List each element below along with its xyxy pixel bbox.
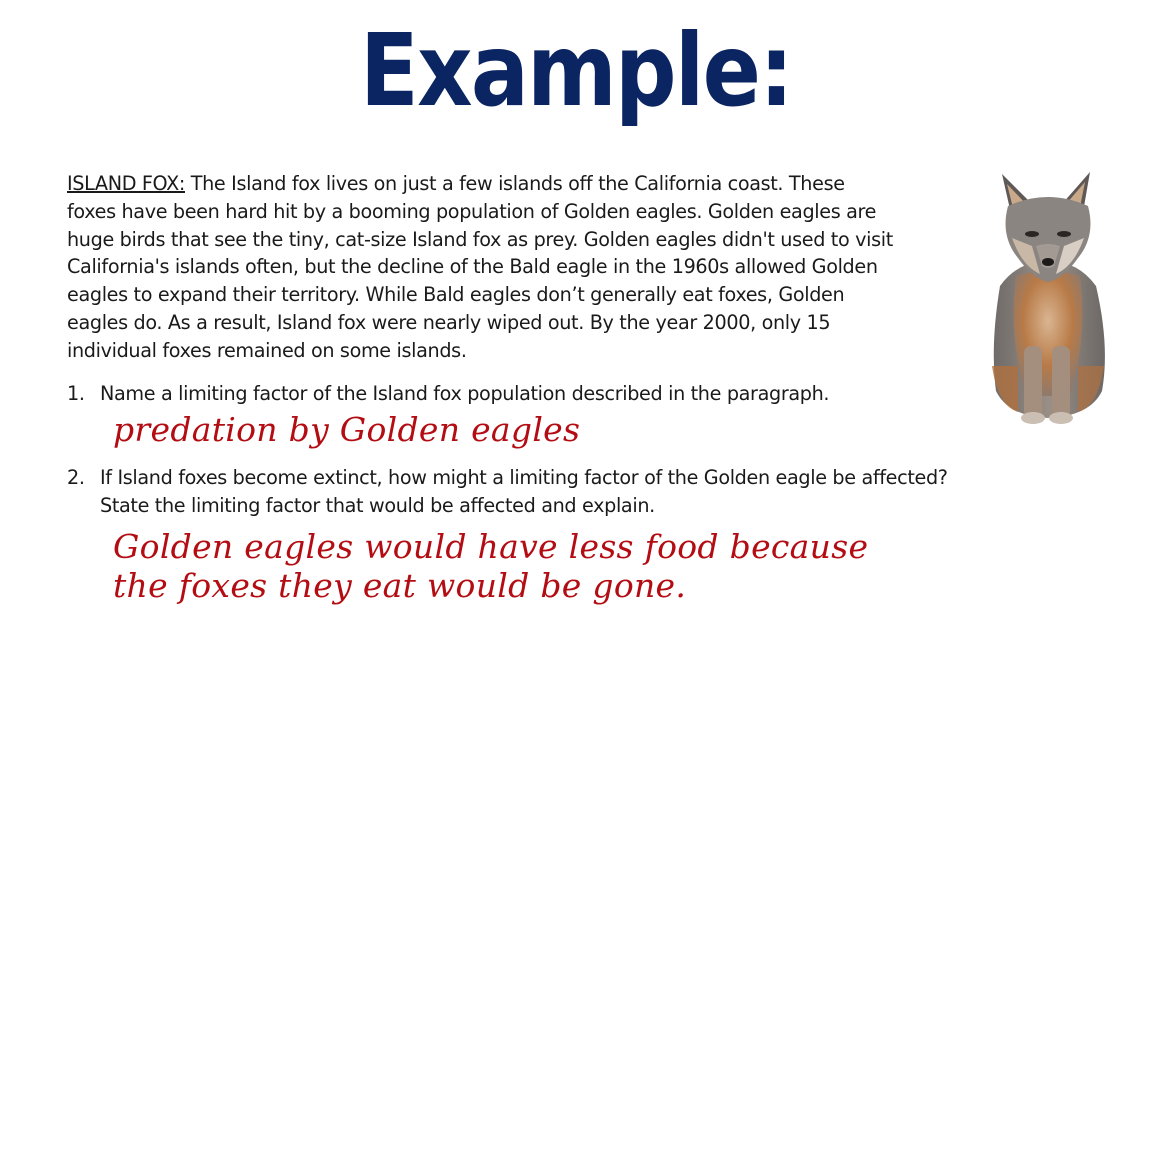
question-text: If Island foxes become extinct, how might a limiting factor of the Golden eagle be affected? [100, 466, 948, 489]
question-number: 2. [67, 466, 85, 489]
passage-lead-label: ISLAND FOX: [67, 172, 185, 195]
passage-text: The Island fox lives on just a few islands off the California coast. These [185, 172, 845, 195]
island-fox-image [978, 166, 1118, 428]
answer-2-line-2: the foxes they eat would be gone. [113, 566, 687, 605]
answer-1: predation by Golden eagles [113, 410, 581, 449]
question-text: Name a limiting factor of the Island fox population described in the paragraph. [100, 382, 830, 405]
question-1 [67, 380, 829, 408]
fox-illustration-icon [978, 166, 1118, 428]
passage-line: individual foxes remained on some islands. [67, 338, 467, 362]
passage-line: foxes have been hard hit by a booming population of Golden eagles. Golden eagles are [67, 199, 877, 223]
document-body [67, 170, 967, 605]
passage-line: eagles do. As a result, Island fox were nearly wiped out. By the year 2000, only 15 [67, 310, 831, 334]
answer-2-line-1: Golden eagles would have less food because [113, 527, 869, 566]
passage-paragraph [67, 170, 967, 365]
question-2 [67, 464, 948, 520]
question-number: 1. [67, 382, 85, 405]
page-title: Example: [360, 12, 792, 129]
question-text-continued: State the limiting factor that would be affected and explain. [100, 493, 655, 517]
passage-line: California's islands often, but the decline of the Bald eagle in the 1960s allowed Golden [67, 255, 878, 279]
passage-line: huge birds that see the tiny, cat-size Island fox as prey. Golden eagles didn't used to visit [67, 227, 893, 251]
passage-line: eagles to expand their territory. While Bald eagles don’t generally eat foxes, Golden [67, 283, 845, 307]
passage-line [67, 170, 967, 198]
